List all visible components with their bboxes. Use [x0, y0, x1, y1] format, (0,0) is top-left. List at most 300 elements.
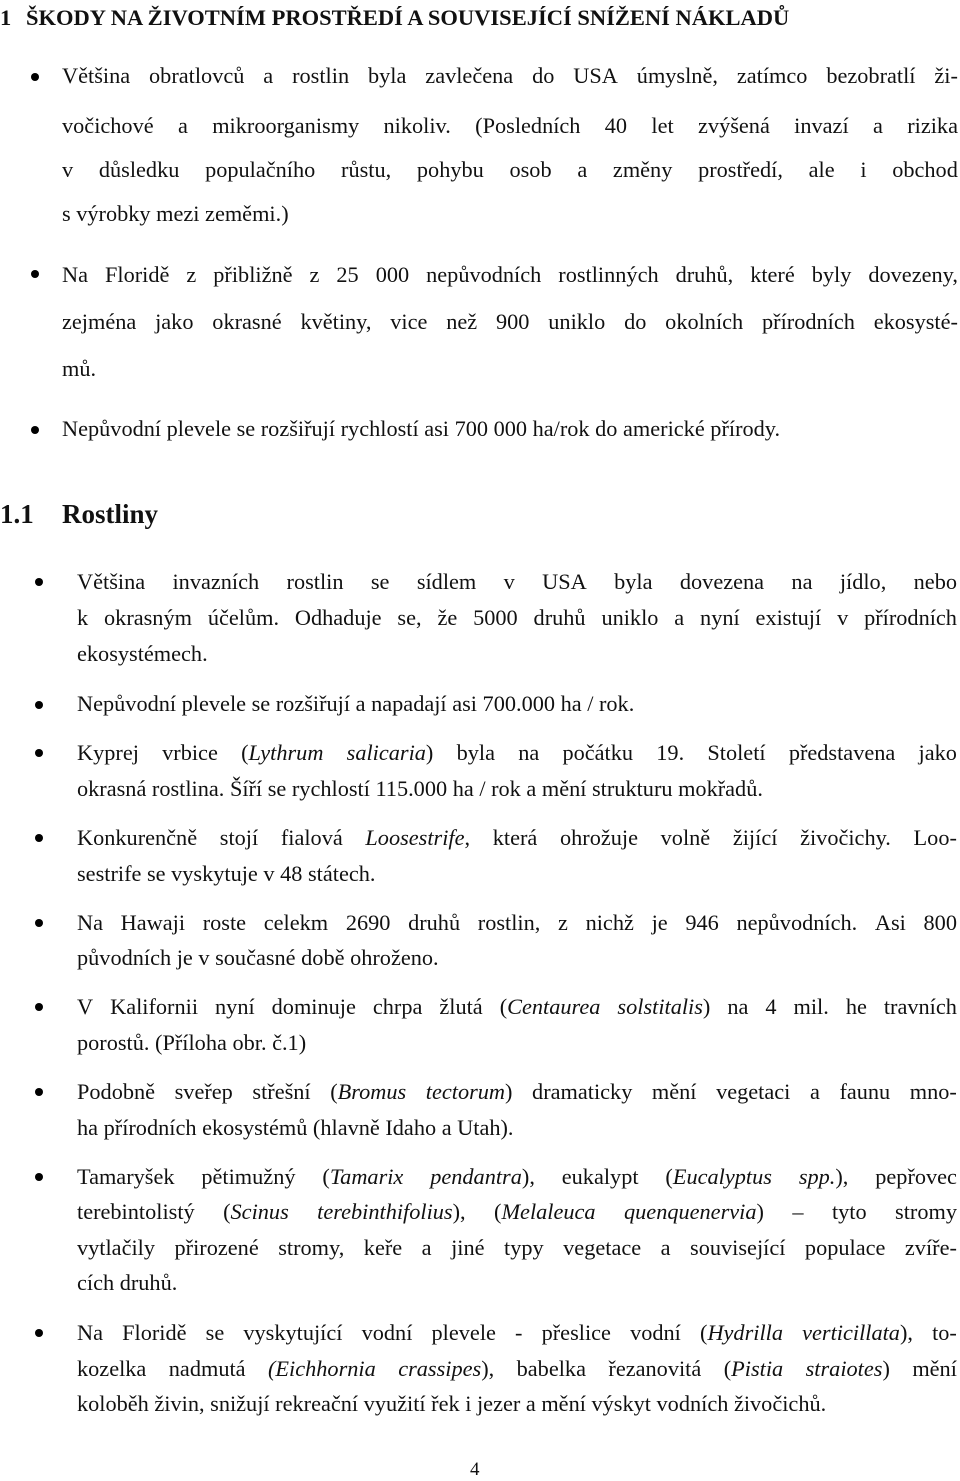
word [698, 113, 770, 139]
word [892, 157, 958, 183]
species-word: straiotes [805, 1356, 883, 1381]
word [205, 157, 315, 183]
word [457, 740, 495, 766]
word [613, 157, 672, 183]
word [676, 262, 734, 288]
word [264, 910, 328, 936]
word [809, 157, 835, 183]
text-line: s výrobky mezi zeměmi.) [62, 201, 289, 226]
word [826, 63, 915, 89]
word-part: he [845, 994, 867, 1019]
word [875, 910, 906, 936]
word [99, 157, 180, 183]
word [765, 994, 776, 1020]
word-part: tyto [831, 1199, 867, 1224]
text-line [77, 825, 957, 851]
word [542, 1320, 611, 1346]
text-line [77, 1199, 957, 1225]
word-part: důsledku [98, 157, 180, 182]
species-word: Tamarix [329, 1164, 404, 1189]
word [203, 910, 246, 936]
word-part: vice [390, 309, 428, 334]
word [637, 63, 718, 89]
word [605, 113, 627, 139]
text-line: ekosystémech. [77, 641, 208, 666]
word [690, 1235, 785, 1261]
word-part: přibližně [213, 262, 293, 287]
word-part: rostlin, [477, 910, 541, 935]
word-part: kozelka [77, 1356, 147, 1381]
word-part: představena [788, 740, 896, 765]
word-part: 40 [604, 113, 628, 138]
word [439, 994, 482, 1020]
word-part: 000 [375, 262, 410, 287]
word-part: Na [77, 910, 103, 935]
word [281, 825, 343, 851]
text-line [62, 113, 958, 139]
word-part: terebintolistý [77, 1199, 195, 1224]
word-part: k [77, 605, 89, 630]
word-part: Kyprej [77, 740, 139, 765]
word [919, 740, 957, 766]
word [494, 1199, 596, 1225]
word-part: a [421, 1235, 432, 1260]
word-part: okrasným [104, 605, 192, 630]
word [241, 740, 323, 766]
word-part: volně [660, 825, 711, 850]
text-line [77, 1356, 957, 1382]
word-part: žlutá [439, 994, 483, 1019]
word [422, 1235, 432, 1261]
word [430, 1164, 535, 1190]
word [243, 1320, 342, 1346]
word [548, 309, 605, 335]
word [542, 569, 587, 595]
word-part: sveřep [174, 1079, 233, 1104]
word [608, 1356, 701, 1382]
word-part: Konkurenčně [77, 825, 198, 850]
word-part: ( [723, 1356, 732, 1381]
bullet-dot [31, 73, 39, 81]
word [201, 1164, 295, 1190]
text-line [77, 569, 957, 595]
word-part: že [437, 605, 458, 630]
text-line [77, 1164, 957, 1190]
word [347, 740, 434, 766]
word-part: přirozené [174, 1235, 259, 1260]
word [617, 994, 710, 1020]
word [799, 1164, 849, 1190]
word-part: rizika [907, 113, 958, 138]
word [169, 1356, 246, 1382]
species-word: crassipes [398, 1356, 482, 1381]
text-line [62, 262, 958, 288]
word [426, 262, 541, 288]
word [295, 605, 382, 631]
text-line: mů. [62, 356, 97, 381]
text-line: ha přírodních ekosystémů (hlavně Idaho a Utah). [77, 1115, 514, 1140]
word [263, 63, 273, 89]
word [601, 605, 658, 631]
word-part: jiné [451, 1235, 485, 1260]
bullet-dot [35, 1088, 43, 1096]
word-part: jako [155, 309, 194, 334]
word-part: vodní [361, 1320, 413, 1345]
word [272, 994, 356, 1020]
word [630, 1320, 681, 1346]
word-part: invazních [172, 569, 260, 594]
word [837, 605, 848, 631]
word [475, 113, 580, 139]
word-part: Většina [77, 569, 146, 594]
word-part: dominuje [271, 994, 356, 1019]
bullet-dot [35, 1173, 43, 1181]
word-part: 900 [496, 309, 530, 334]
word [122, 1320, 186, 1346]
bullet-dot [35, 749, 43, 757]
word [496, 309, 529, 335]
word [895, 1199, 957, 1225]
word [504, 569, 515, 595]
word-part: Asi [874, 910, 906, 935]
text-line [77, 1320, 957, 1346]
word-part: na [727, 994, 749, 1019]
word [707, 740, 765, 766]
species-word: quenquenervia [624, 1199, 757, 1224]
word-part: která [492, 825, 538, 850]
word [212, 113, 359, 139]
species-word: verticillata [802, 1320, 900, 1345]
word-part: ( [241, 740, 249, 765]
word-part: které [750, 262, 795, 287]
word-part: do [532, 63, 555, 88]
word [736, 910, 857, 936]
word-part: travních [883, 994, 957, 1019]
word-part: obratlovců [149, 63, 245, 88]
word-part: mikroorganismy [212, 113, 360, 138]
word-part: pohybu [416, 157, 484, 182]
word [104, 605, 192, 631]
word-part: to- [932, 1320, 957, 1345]
word [362, 1320, 413, 1346]
word-part: – [792, 1199, 804, 1224]
word [493, 825, 538, 851]
word [330, 1079, 406, 1105]
word-part: USA [542, 569, 587, 594]
species-word: Loosestrife [365, 825, 465, 850]
word [737, 63, 808, 89]
word [794, 113, 848, 139]
word-part: se, [397, 605, 422, 630]
word [932, 1320, 957, 1346]
word-part: ) [756, 1199, 764, 1224]
word-part: jídlo, [839, 569, 887, 594]
word-part: počátku [562, 740, 634, 765]
word-part: je [651, 910, 668, 935]
word-part: ( [499, 994, 508, 1019]
word [287, 569, 344, 595]
word-part: osob [509, 157, 552, 182]
species-word: terebinthifolius [317, 1199, 453, 1224]
word [685, 910, 718, 936]
word [532, 63, 554, 89]
word [426, 1079, 513, 1105]
word-part: roste [202, 910, 247, 935]
word-part: obchod [892, 157, 958, 182]
word [563, 1235, 641, 1261]
text-line: původních je v současné době ohroženo. [77, 945, 439, 970]
word [215, 994, 255, 1020]
word-part: nebo [913, 569, 957, 594]
page-number: 4 [470, 1459, 480, 1480]
word-part: Loo- [913, 825, 957, 850]
word [376, 262, 409, 288]
word [652, 910, 668, 936]
word-part: mění [912, 1356, 957, 1381]
word-part: celekm [263, 910, 329, 935]
word-part: typy [504, 1235, 544, 1260]
word-part: dovezeny, [868, 262, 958, 287]
word [910, 1079, 957, 1105]
word-part: ( [330, 1079, 338, 1104]
word-part: druhů [533, 605, 586, 630]
word [77, 994, 93, 1020]
word [121, 910, 185, 936]
word-part: byla [368, 63, 407, 88]
word-part: ), [899, 1320, 913, 1345]
species-word: Pistia [731, 1356, 784, 1381]
species-word: Centaurea [507, 994, 601, 1019]
word-part: zatímco [736, 63, 808, 88]
text-line: koloběh živin, snižují rekreační využití řek i jezer a mění výskyt vodních živočichů. [77, 1391, 827, 1416]
word [518, 740, 539, 766]
word [700, 605, 740, 631]
word-part: účelům. [207, 605, 280, 630]
word [172, 569, 259, 595]
word-part: z [309, 262, 320, 287]
word [398, 1356, 494, 1382]
word [624, 1199, 764, 1225]
word [292, 63, 349, 89]
word-part: 800 [923, 910, 957, 935]
chapter-title: ŠKODY NA ŽIVOTNÍM PROSTŘEDÍ A SOUVISEJÍCÍ SNÍŽENÍ NÁKLADŮ [26, 5, 790, 30]
word [846, 994, 867, 1020]
word [77, 740, 139, 766]
word [397, 605, 421, 631]
word [652, 1079, 697, 1105]
word [162, 740, 218, 766]
species-word: tectorum [425, 1079, 506, 1104]
word-part: ale [808, 157, 835, 182]
word [425, 63, 513, 89]
word-part: nikoliv. [383, 113, 451, 138]
word-part: a [263, 63, 274, 88]
word-part: nadmutá [168, 1356, 246, 1381]
word-part: změny [612, 157, 673, 182]
word-part: ), [481, 1356, 495, 1381]
word-part: byly [811, 262, 852, 287]
word [223, 1199, 289, 1225]
word-part: Většina [62, 63, 131, 88]
word [665, 1164, 772, 1190]
word-part: pepřovec [875, 1164, 957, 1189]
word-part: 946 [685, 910, 719, 935]
word-part: (Posledních [475, 113, 581, 138]
word-part: Hawaji [120, 910, 186, 935]
word-part: a [809, 1079, 820, 1104]
word-part: V [77, 994, 94, 1019]
word [105, 262, 169, 288]
word [762, 309, 855, 335]
word [562, 1164, 639, 1190]
word-part: vegetaci [716, 1079, 791, 1104]
word [562, 740, 633, 766]
word-part: chrpa [372, 994, 423, 1019]
species-word: Melaleuca [501, 1199, 596, 1224]
word [586, 910, 634, 936]
word [509, 157, 551, 183]
word-part: dramaticky [532, 1079, 633, 1104]
word [77, 1079, 155, 1105]
word [800, 825, 891, 851]
word-part: ), [835, 1164, 849, 1189]
word [310, 262, 320, 288]
bullet-dot [35, 578, 43, 586]
word-part: Na [77, 1320, 103, 1345]
word-part: květiny, [300, 309, 372, 334]
bullet-dot [31, 426, 39, 434]
word [577, 157, 587, 183]
word-part: byla [456, 740, 495, 765]
word [62, 63, 130, 89]
word [914, 569, 957, 595]
word [698, 157, 783, 183]
word-part: Na [62, 262, 88, 287]
word-part: Kalifornii [110, 994, 199, 1019]
text-line: sestrife se vyskytuje v 48 státech. [77, 861, 376, 886]
word [840, 569, 886, 595]
word [278, 1235, 344, 1261]
word-part: ohrožuje [559, 825, 638, 850]
word-part: populačního [205, 157, 316, 182]
text-line [62, 63, 958, 89]
bullet-dot [35, 1329, 43, 1337]
word-part: zvíře- [904, 1235, 957, 1260]
bullet-dot [35, 701, 43, 709]
word-part: Století [707, 740, 766, 765]
word-part: - [515, 1320, 523, 1345]
word [874, 309, 958, 335]
word [77, 1356, 146, 1382]
word [155, 309, 193, 335]
word-part: zvýšená [698, 113, 770, 138]
word-part: rostlin [292, 63, 350, 88]
word [373, 994, 423, 1020]
word [789, 740, 895, 766]
word-part: nyní [215, 994, 255, 1019]
word-part: vegetace [563, 1235, 642, 1260]
word-part: žijící [732, 825, 778, 850]
text-line: porostů. (Příloha obr. č.1) [77, 1030, 307, 1055]
word [178, 113, 188, 139]
word [62, 113, 154, 139]
word [364, 1235, 402, 1261]
text-line [77, 1235, 957, 1261]
word [77, 569, 145, 595]
word-part: ), [452, 1199, 466, 1224]
word [805, 1235, 885, 1261]
word [515, 1320, 522, 1346]
word [77, 1320, 103, 1346]
word [656, 740, 684, 766]
word [651, 113, 673, 139]
word-part: populace [804, 1235, 886, 1260]
word-part: úmyslně, [636, 63, 718, 88]
word-part: sídlem [416, 569, 477, 594]
bullet-dot [35, 919, 43, 927]
word-part: mil. [793, 994, 829, 1019]
word-part: přírodních [762, 309, 855, 334]
word-part: Odhaduje [294, 605, 382, 630]
word-part: invazí [794, 113, 849, 138]
word-part: uniklo [601, 605, 659, 630]
word-part: v [62, 157, 74, 182]
word-part: nichž [585, 910, 634, 935]
word-part: než [446, 309, 478, 334]
word [794, 994, 829, 1020]
word [437, 605, 457, 631]
word-part: živočichy. [800, 825, 891, 850]
word [432, 1320, 496, 1346]
word-part: z [558, 910, 568, 935]
word-part: 4 [765, 994, 777, 1019]
word [914, 825, 957, 851]
word [213, 262, 292, 288]
word-part: eukalypt [561, 1164, 639, 1189]
word [860, 157, 866, 183]
word-part: stromy [895, 1199, 957, 1224]
word [832, 1199, 867, 1225]
word [371, 569, 390, 595]
word [700, 1320, 783, 1346]
word [336, 262, 358, 288]
word [322, 1164, 403, 1190]
species-word: Scinus [230, 1199, 289, 1224]
word-part: rostlin [286, 569, 344, 594]
word-part: ( [665, 1164, 673, 1189]
word [864, 605, 957, 631]
word-part: mno- [909, 1079, 957, 1104]
word [905, 1235, 957, 1261]
species-word: spp. [798, 1164, 836, 1189]
word-part: let [651, 113, 674, 138]
word-part: střešní [252, 1079, 311, 1104]
word [665, 309, 743, 335]
text-line [62, 309, 958, 335]
word [792, 1199, 803, 1225]
word [77, 1199, 195, 1225]
word [812, 262, 852, 288]
word-part: pětimužný [201, 1164, 296, 1189]
species-word: Lythrum [248, 740, 324, 765]
word [417, 569, 476, 595]
word-part: a [872, 113, 883, 138]
word [300, 309, 371, 335]
word-part: ( [322, 1164, 330, 1189]
species-word: Eucalyptus [672, 1164, 772, 1189]
word-part: ekosysté- [873, 309, 958, 334]
bullet-dot [35, 834, 43, 842]
